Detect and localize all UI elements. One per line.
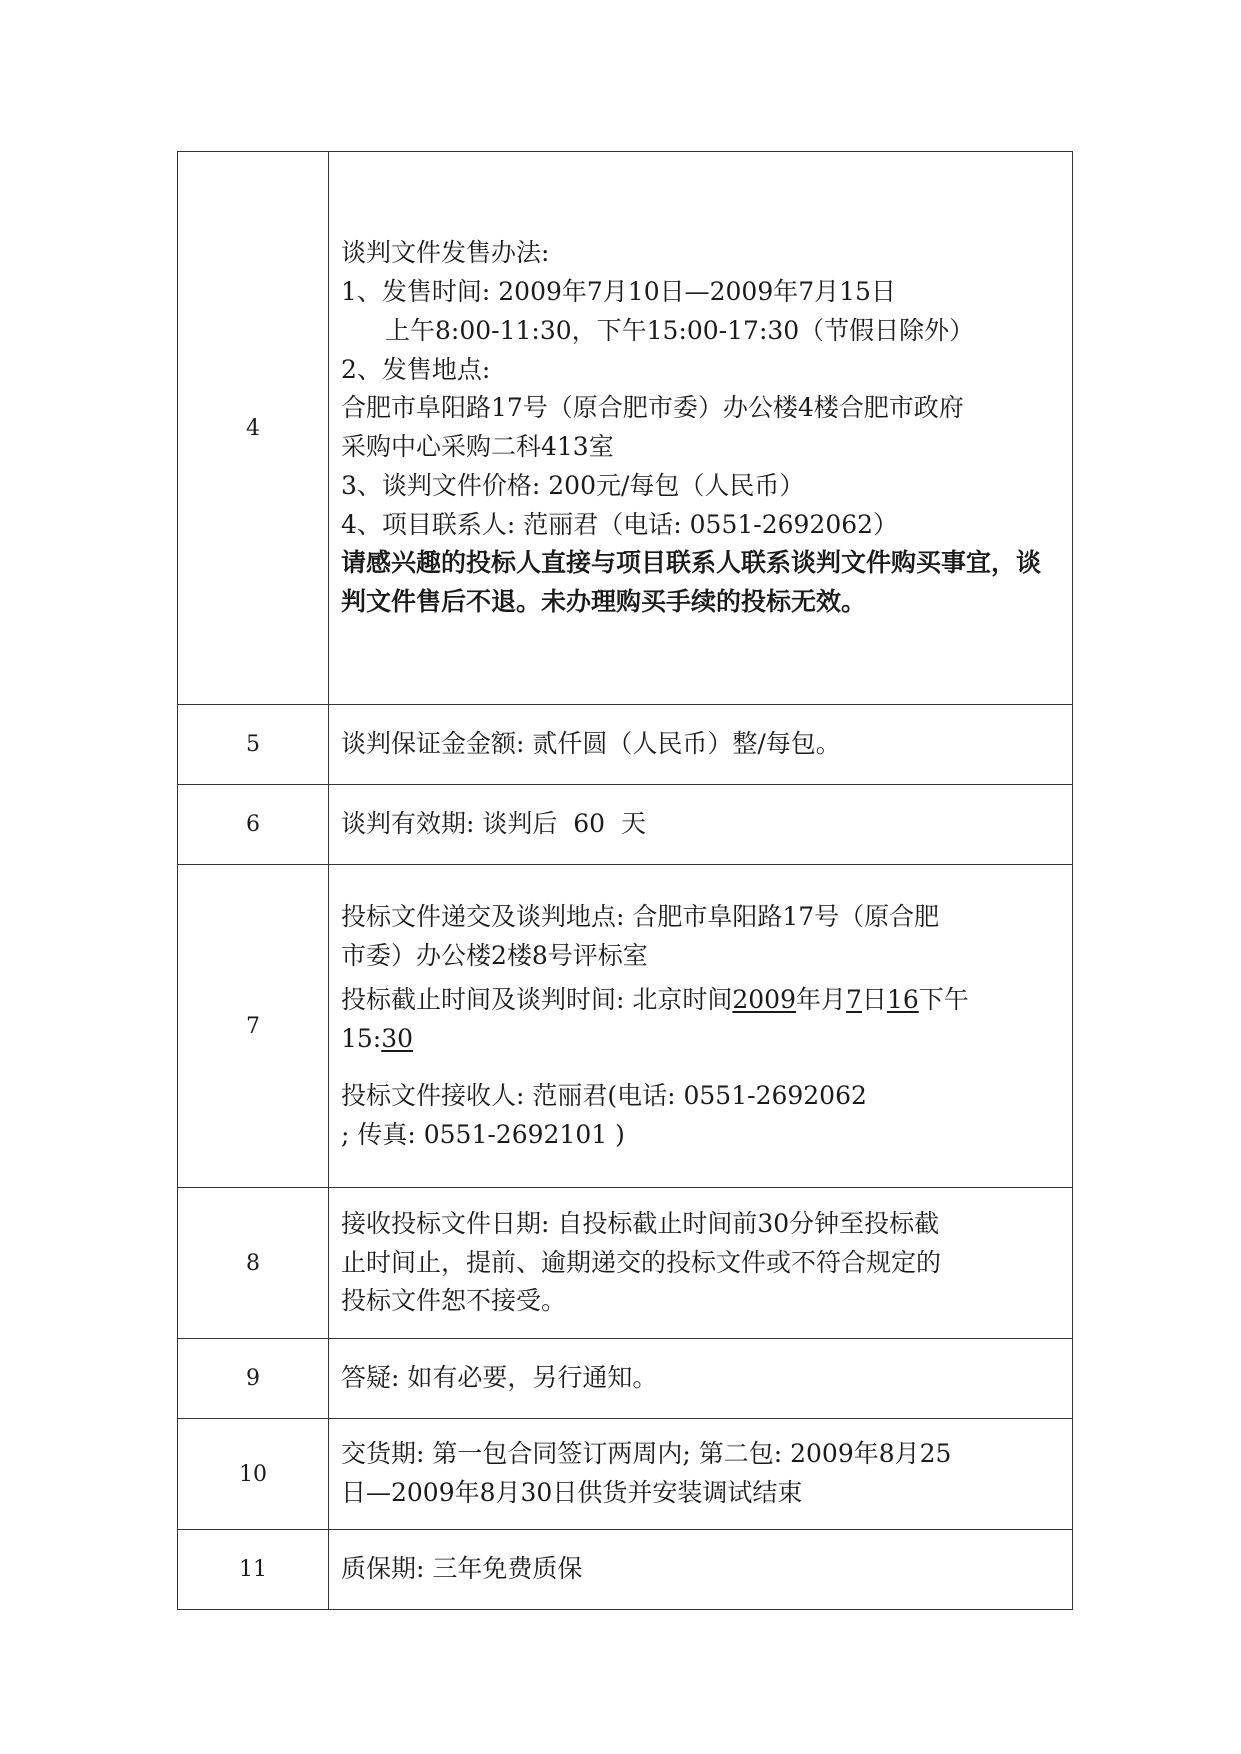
table-row (178, 152, 1073, 705)
sale-location-line1: 合肥市阜阳路17号（原合肥市委）办公楼4楼合肥市政府 (341, 393, 964, 423)
delivery-line1: 交货期: 第一包合同签订两周内; 第二包: 2009年8月25 (341, 1439, 952, 1469)
deadline-line1: 投标截止时间及谈判时间: 北京时间2009年月7日16下午 (341, 985, 969, 1015)
deadline-hour: 16 (886, 985, 919, 1015)
row-content (329, 152, 1073, 705)
receive-date-line1: 接收投标文件日期: 自投标截止时间前30分钟至投标截 (341, 1208, 940, 1238)
deposit-amount: 谈判保证金金额: 贰仟圆（人民币）整/每包。 (329, 705, 1073, 785)
project-contact: 4、项目联系人: 范丽君（电话: 0551-2692062） (341, 509, 899, 539)
qa-info: 答疑: 如有必要，另行通知。 (329, 1339, 1073, 1419)
row-number: 6 (178, 785, 329, 865)
row-number: 8 (178, 1188, 329, 1339)
row-number: 9 (178, 1339, 329, 1419)
receive-date-line3: 投标文件恕不接受。 (341, 1286, 567, 1316)
deadline-line2: 15:30 (341, 1024, 414, 1053)
row-content (329, 1419, 1073, 1530)
row-number: 5 (178, 705, 329, 785)
sale-hours: 上午8:00-11:30，下午15:00-17:30（节假日除外） (385, 315, 975, 345)
validity-period: 谈判有效期: 谈判后 60 天 (329, 785, 1073, 865)
row-number: 7 (178, 865, 329, 1188)
requirements-table (177, 151, 1073, 1610)
row-number: 10 (178, 1419, 329, 1530)
row-number: 4 (178, 152, 329, 705)
sale-method-heading: 谈判文件发售办法: (341, 238, 550, 268)
row-content (329, 865, 1073, 1188)
table-row (178, 1339, 1073, 1419)
table-row (178, 785, 1073, 865)
receiver-line2: ; 传真: 0551-2692101 ) (341, 1119, 625, 1149)
table-row (178, 1188, 1073, 1339)
submission-location-line2: 市委）办公楼2楼8号评标室 (341, 940, 648, 970)
deadline-minute: 30 (381, 1024, 414, 1053)
sale-location-heading: 2、发售地点: (341, 354, 491, 384)
submission-location-line1: 投标文件递交及谈判地点: 合肥市阜阳路17号（原合肥 (341, 901, 940, 931)
deadline-year: 2009 (732, 985, 796, 1015)
document-price: 3、谈判文件价格: 200元/每包（人民币） (341, 470, 805, 500)
row-number: 11 (178, 1530, 329, 1610)
purchase-notice: 请感兴趣的投标人直接与项目联系人联系谈判文件购买事宜，谈判文件售后不退。未办理购买手续的投标无效。 (341, 548, 1042, 616)
warranty-period: 质保期: 三年免费质保 (329, 1530, 1073, 1610)
row-content (329, 1188, 1073, 1339)
table-row (178, 705, 1073, 785)
table-row (178, 1419, 1073, 1530)
receive-date-line2: 止时间止，提前、逾期递交的投标文件或不符合规定的 (341, 1247, 942, 1277)
receiver-line1: 投标文件接收人: 范丽君(电话: 0551-2692062 (341, 1080, 867, 1110)
table-row (178, 865, 1073, 1188)
table-row (178, 1530, 1073, 1610)
delivery-line2: 日—2009年8月30日供货并安装调试结束 (341, 1478, 803, 1507)
deadline-day: 7 (846, 985, 862, 1015)
sale-location-line2: 采购中心采购二科413室 (341, 432, 614, 461)
sale-time: 1、发售时间: 2009年7月10日—2009年7月15日 (341, 277, 896, 306)
